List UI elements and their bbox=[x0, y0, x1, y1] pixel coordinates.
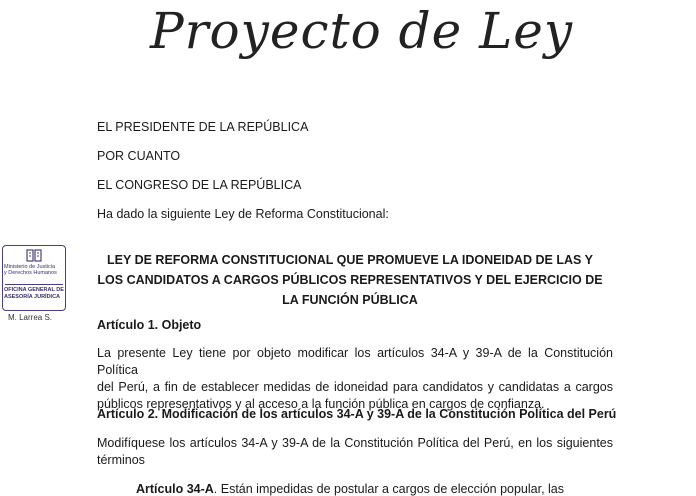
article-1-body bbox=[97, 345, 613, 413]
article-34a-label: Artículo 34-A bbox=[136, 482, 214, 496]
stamp-office-line: OFICINA GENERAL DE bbox=[4, 287, 64, 293]
law-title bbox=[90, 250, 610, 310]
stamp-ministry-line: Ministerio de Justicia bbox=[4, 264, 56, 270]
stamp-ministry-line: y Derechos Humanos bbox=[4, 270, 57, 276]
preamble-por-cuanto: POR CUANTO bbox=[97, 149, 181, 163]
stamp-ministry bbox=[4, 264, 64, 276]
stamp-office-line: ASESORÍA JURÍDICA bbox=[4, 294, 61, 300]
article-1-line: del Perú, a fin de establecer medidas de idoneidad para candidatos y candidatas a cargos bbox=[97, 380, 613, 394]
law-title-line: LEY DE REFORMA CONSTITUCIONAL QUE PROMUEVE LA IDONEIDAD DE LAS Y bbox=[107, 253, 593, 267]
article-2-title: Artículo 2. Modificación de los artículos 34-A y 39-A de la Constitución Política del Perú bbox=[97, 407, 617, 421]
article-1-title: Artículo 1. Objeto bbox=[97, 318, 202, 332]
stamp-office bbox=[4, 287, 64, 301]
law-title-line: LA FUNCIÓN PÚBLICA bbox=[282, 293, 418, 307]
stamp-signature-name: M. Larrea S. bbox=[8, 313, 53, 322]
article-1-line: La presente Ley tiene por objeto modificar los artículos 34-A y 39-A de la Constitución Política bbox=[97, 346, 613, 377]
article-2-line: términos bbox=[97, 453, 145, 467]
article-2-body bbox=[97, 435, 613, 469]
coat-of-arms-icon bbox=[26, 249, 42, 263]
article-34a-text: . Están impedidas de postular a cargos de elección popular, las bbox=[213, 482, 565, 496]
article-1-line: públicos representativos y al acceso a la función pública en cargos de confianza. bbox=[97, 397, 545, 411]
document-title: Proyecto de Ley bbox=[150, 2, 574, 60]
law-title-line: LOS CANDIDATOS A CARGOS PÚBLICOS REPRESENTATIVOS Y DEL EJERCICIO DE bbox=[97, 273, 603, 287]
preamble-intro: Ha dado la siguiente Ley de Reforma Constitucional: bbox=[97, 207, 389, 221]
stamp-divider bbox=[5, 284, 63, 285]
preamble-congress: EL CONGRESO DE LA REPÚBLICA bbox=[97, 178, 302, 192]
preamble-president: EL PRESIDENTE DE LA REPÚBLICA bbox=[97, 120, 309, 134]
ministry-stamp bbox=[2, 245, 66, 311]
article-2-line: Modifíquese los artículos 34-A y 39-A de la Constitución Política del Perú, en los siguientes bbox=[97, 436, 613, 450]
article-34a-start bbox=[136, 482, 612, 496]
